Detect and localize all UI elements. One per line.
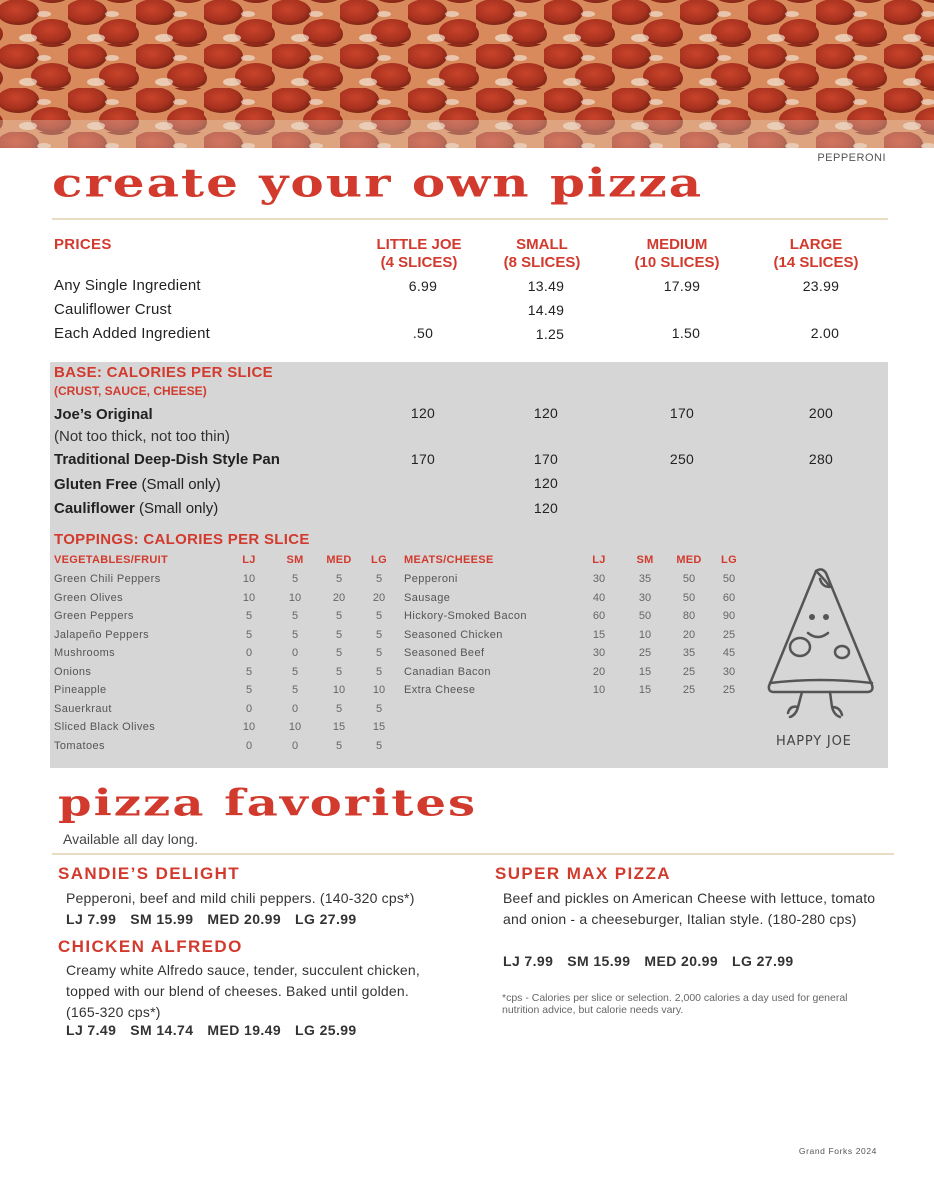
topping-name: Jalapeño Peppers: [54, 628, 150, 641]
topping-calorie-value: 5: [375, 647, 383, 659]
price-value: 6.99: [408, 278, 438, 294]
calorie-value: 170: [533, 451, 559, 467]
topping-name: Tomatoes: [54, 739, 105, 752]
topping-calorie-value: 15: [332, 721, 346, 733]
topping-name: Pepperoni: [404, 573, 458, 585]
base-row-note: (Small only): [139, 500, 219, 517]
topping-name: Seasoned Beef: [404, 647, 485, 659]
calorie-value: 120: [533, 500, 559, 516]
topping-name: Sliced Black Olives: [54, 721, 156, 733]
price-med: MED 20.99: [644, 953, 719, 969]
topping-calorie-value: 15: [638, 684, 652, 696]
topping-name: Extra Cheese: [404, 684, 476, 696]
topping-calorie-value: 20: [372, 591, 386, 604]
menu-item-title: CHICKEN ALFREDO: [58, 937, 243, 956]
topping-calorie-value: 15: [592, 628, 606, 641]
price-sm: SM 14.74: [130, 1022, 194, 1038]
calorie-value: 250: [669, 451, 695, 467]
topping-calorie-value: 5: [245, 628, 253, 641]
topping-calorie-value: 25: [638, 647, 652, 659]
favorites-title: pizza favorites: [58, 782, 478, 825]
topping-calorie-value: 0: [245, 739, 253, 752]
page-title: create your own pizza: [52, 160, 704, 207]
base-row-note: (Small only): [141, 476, 221, 493]
topping-calorie-value: 30: [722, 665, 736, 678]
price-med: MED 19.49: [207, 1022, 282, 1038]
topping-calorie-value: 30: [592, 573, 606, 585]
menu-item-title: SUPER MAX PIZZA: [495, 864, 671, 883]
price-value: 23.99: [802, 278, 840, 294]
topping-name: Mushrooms: [54, 647, 116, 659]
topping-calorie-value: 5: [291, 684, 299, 696]
base-subheading: (CRUST, SAUCE, CHEESE): [54, 384, 207, 398]
happy-joe-mascot-icon: [760, 565, 880, 725]
price-lg: LG 27.99: [732, 953, 794, 969]
topping-name: Hickory-Smoked Bacon: [404, 610, 527, 622]
topping-calorie-value: 5: [375, 628, 383, 641]
size-header-lg: LG: [721, 554, 737, 566]
price-row-label: Each Added Ingredient: [54, 325, 210, 342]
menu-item-title: SANDIE’S DELIGHT: [58, 864, 241, 883]
base-row-note: (Not too thick, not too thin): [54, 428, 230, 445]
price-value: 1.50: [671, 325, 701, 341]
price-value: 13.49: [527, 278, 565, 294]
footer-location: Grand Forks 2024: [798, 1146, 877, 1156]
topping-calorie-value: 0: [291, 702, 299, 715]
price-value: .50: [412, 325, 434, 341]
topping-calorie-value: 5: [291, 573, 299, 585]
topping-calorie-value: 80: [682, 610, 696, 622]
topping-calorie-value: 30: [592, 647, 606, 659]
topping-calorie-value: 50: [722, 573, 736, 585]
size-column-small: [477, 236, 607, 272]
size-header-med: MED: [676, 554, 702, 566]
topping-name: Canadian Bacon: [404, 665, 491, 678]
topping-calorie-value: 5: [375, 665, 383, 678]
topping-calorie-value: 10: [372, 684, 386, 696]
topping-calorie-value: 90: [722, 610, 736, 622]
topping-calorie-value: 20: [682, 628, 696, 641]
topping-name: Pineapple: [54, 684, 107, 696]
topping-name: Green Chili Peppers: [54, 573, 161, 585]
topping-calorie-value: 35: [682, 647, 696, 659]
topping-calorie-value: 50: [638, 610, 652, 622]
size-header-sm: SM: [286, 554, 304, 566]
size-header-lj: LJ: [242, 554, 256, 566]
size-column-medium: [612, 236, 742, 272]
topping-calorie-value: 10: [242, 573, 256, 585]
vegetables-heading: VEGETABLES/FRUIT: [54, 554, 168, 566]
topping-calorie-value: 5: [245, 684, 253, 696]
topping-name: Seasoned Chicken: [404, 628, 503, 641]
topping-calorie-value: 5: [335, 739, 343, 752]
topping-calorie-value: 5: [245, 610, 253, 622]
favorites-subtitle: Available all day long.: [63, 831, 199, 847]
topping-calorie-value: 20: [592, 665, 606, 678]
toppings-heading: TOPPINGS: CALORIES PER SLICE: [54, 531, 310, 548]
topping-calorie-value: 5: [335, 573, 343, 585]
size-header-lg: LG: [371, 554, 387, 566]
calorie-value: 170: [669, 405, 695, 421]
price-sm: SM 15.99: [567, 953, 631, 969]
footnote: *cps - Calories per slice or selection. 2,000 calories a day used for general nutrition advice, but calorie needs vary.: [502, 992, 848, 1016]
size-header-sm: SM: [636, 554, 654, 566]
menu-item-prices: [66, 1022, 371, 1038]
topping-calorie-value: 5: [335, 628, 343, 641]
base-row-label: Traditional Deep-Dish Style Pan: [54, 451, 280, 468]
topping-calorie-value: 0: [245, 647, 253, 659]
price-row-label: Any Single Ingredient: [54, 277, 201, 294]
topping-calorie-value: 10: [332, 684, 346, 696]
price-row-label: Cauliflower Crust: [54, 301, 172, 318]
calorie-value: 120: [533, 405, 559, 421]
meats-heading: MEATS/CHEESE: [404, 554, 494, 566]
topping-calorie-value: 10: [592, 684, 606, 696]
size-column-little-joe: [354, 236, 484, 272]
size-name: SMALL: [516, 236, 568, 253]
topping-calorie-value: 5: [291, 665, 299, 678]
topping-calorie-value: 45: [722, 647, 736, 659]
calorie-value: 120: [533, 475, 559, 491]
topping-calorie-value: 5: [375, 610, 383, 622]
menu-item-description: Pepperoni, beef and mild chili peppers. (140-320 cps*): [66, 890, 415, 906]
topping-calorie-value: 5: [335, 665, 343, 678]
topping-calorie-value: 5: [375, 573, 383, 585]
calorie-value: 280: [808, 451, 834, 467]
topping-calorie-value: 5: [335, 647, 343, 659]
price-lj: LJ 7.99: [66, 911, 117, 927]
topping-calorie-value: 50: [682, 573, 696, 585]
topping-calorie-value: 25: [722, 628, 736, 641]
size-slices: (14 SLICES): [773, 254, 859, 271]
topping-calorie-value: 25: [722, 684, 736, 696]
topping-calorie-value: 5: [335, 702, 343, 715]
divider: [52, 853, 894, 855]
prices-heading: PRICES: [54, 236, 112, 253]
topping-name: Green Olives: [54, 591, 123, 604]
price-value: 2.00: [810, 325, 840, 341]
mascot-label: HAPPY JOE: [776, 734, 852, 749]
price-sm: SM 15.99: [130, 911, 194, 927]
menu-item-prices: [503, 953, 808, 969]
topping-calorie-value: 0: [291, 647, 299, 659]
price-lg: LG 27.99: [295, 911, 357, 927]
price-value: 17.99: [663, 278, 701, 294]
topping-calorie-value: 5: [291, 610, 299, 622]
size-slices: (10 SLICES): [634, 254, 720, 271]
topping-name: Green Peppers: [54, 610, 134, 622]
size-name: LITTLE JOE: [376, 236, 462, 253]
size-column-large: [751, 236, 881, 272]
size-header-med: MED: [326, 554, 352, 566]
topping-calorie-value: 25: [682, 684, 696, 696]
topping-calorie-value: 50: [682, 591, 696, 604]
base-heading: BASE: CALORIES PER SLICE: [54, 364, 273, 381]
topping-calorie-value: 60: [722, 591, 736, 604]
topping-calorie-value: 60: [592, 610, 606, 622]
topping-calorie-value: 20: [332, 591, 346, 604]
menu-item-prices: [66, 911, 371, 927]
price-value: 1.25: [535, 326, 565, 342]
topping-calorie-value: 5: [245, 665, 253, 678]
calorie-value: 200: [808, 405, 834, 421]
topping-calorie-value: 5: [291, 628, 299, 641]
topping-calorie-value: 30: [638, 591, 652, 604]
base-row-label: Joe’s Original: [54, 406, 153, 423]
price-lg: LG 25.99: [295, 1022, 357, 1038]
hero-caption: PEPPERONI: [817, 152, 886, 164]
topping-calorie-value: 0: [291, 739, 299, 752]
size-name: MEDIUM: [646, 236, 708, 253]
base-row-label: Cauliflower (Small only): [54, 500, 219, 517]
topping-calorie-value: 15: [638, 665, 652, 678]
calorie-value: 170: [410, 451, 436, 467]
price-lj: LJ 7.49: [66, 1022, 117, 1038]
topping-calorie-value: 10: [288, 721, 302, 733]
size-slices: (4 SLICES): [380, 254, 458, 271]
size-name: LARGE: [789, 236, 843, 253]
topping-calorie-value: 0: [245, 702, 253, 715]
price-value: 14.49: [527, 302, 565, 318]
topping-name: Sausage: [404, 591, 451, 604]
base-row-label: Gluten Free (Small only): [54, 476, 221, 493]
topping-calorie-value: 10: [242, 591, 256, 604]
topping-calorie-value: 10: [288, 591, 302, 604]
menu-item-description: Creamy white Alfredo sauce, tender, succulent chicken, topped with our blend of cheeses. Baked until golden. (165-320 cps*): [66, 962, 420, 1020]
topping-calorie-value: 15: [372, 721, 386, 733]
topping-calorie-value: 10: [242, 721, 256, 733]
topping-name: Onions: [54, 665, 92, 678]
calorie-value: 120: [410, 405, 436, 421]
topping-calorie-value: 5: [375, 702, 383, 715]
topping-name: Sauerkraut: [54, 702, 112, 715]
menu-item-description: Beef and pickles on American Cheese with lettuce, tomato and onion - a cheeseburger, Italian style. (180-280 cps): [503, 890, 876, 927]
topping-calorie-value: 10: [638, 628, 652, 641]
topping-calorie-value: 5: [375, 739, 383, 752]
hero-pizza-image: [0, 0, 934, 148]
topping-calorie-value: 35: [638, 573, 652, 585]
size-header-lj: LJ: [592, 554, 606, 566]
divider: [52, 218, 888, 220]
size-slices: (8 SLICES): [503, 254, 581, 271]
topping-calorie-value: 5: [335, 610, 343, 622]
price-lj: LJ 7.99: [503, 953, 554, 969]
price-med: MED 20.99: [207, 911, 282, 927]
topping-calorie-value: 25: [682, 665, 696, 678]
topping-calorie-value: 40: [592, 591, 606, 604]
pepperoni-texture: [0, 0, 934, 148]
